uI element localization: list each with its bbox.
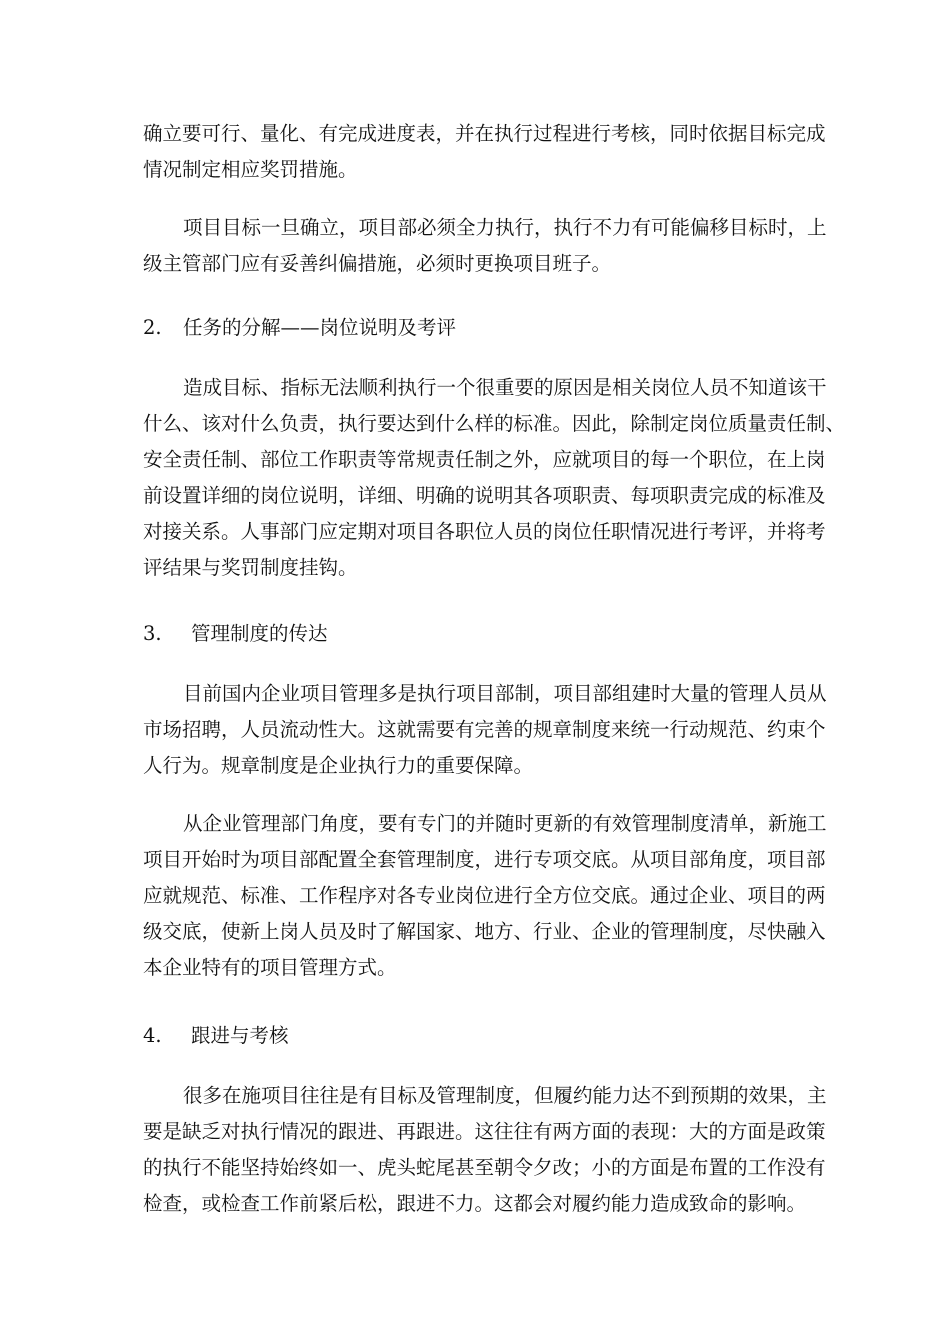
paragraph-line: 从企业管理部门角度，要有专门的并随时更新的有效管理制度清单，新施工 [183,812,827,835]
paragraph-line: 级交底，使新上岗人员及时了解国家、地方、行业、企业的管理制度，尽快融入 [143,920,826,943]
section-number: 2. [143,316,162,339]
paragraph-line: 安全责任制、部位工作职责等常规责任制之外，应就项目的每一个职位，在上岗 [143,448,826,471]
section-title: 跟进与考核 [191,1024,289,1047]
paragraph-goal-setting [143,116,826,188]
paragraph-line: 级主管部门应有妥善纠偏措施，必须时更换项目班子。 [143,252,612,275]
paragraph-line: 前设置详细的岗位说明，详细、明确的说明其各项职责、每项职责完成的标准及 [143,484,826,507]
paragraph-line: 市场招聘，人员流动性大。这就需要有完善的规章制度来统一行动规范、约束个 [143,718,826,741]
paragraph-line: 对接关系。人事部门应定期对项目各职位人员的岗位任职情况进行考评，并将考 [143,520,826,543]
section-heading-policy-communication [143,616,328,652]
section-title: 任务的分解——岗位说明及考评 [183,316,457,339]
section-number: 4. [143,1024,162,1047]
paragraph-job-descriptions [143,370,846,586]
paragraph-line: 项目开始时为项目部配置全套管理制度，进行专项交底。从项目部角度，项目部 [143,848,826,871]
paragraph-line: 检查，或检查工作前紧后松，跟进不力。这都会对履约能力造成致命的影响。 [143,1192,807,1215]
paragraph-line: 人行为。规章制度是企业执行力的重要保障。 [143,754,534,777]
paragraph-line: 要是缺乏对执行情况的跟进、再跟进。这往往有两方面的表现：大的方面是政策 [143,1120,826,1143]
paragraph-line: 确立要可行、量化、有完成进度表，并在执行过程进行考核，同时依据目标完成 [143,122,826,145]
paragraph-goal-execution [143,210,827,282]
paragraph-line: 什么、该对什么负责，执行要达到什么样的标准。因此，除制定岗位质量责任制、 [143,412,846,435]
section-heading-follow-up [143,1018,289,1054]
paragraph-line: 项目目标一旦确立，项目部必须全力执行，执行不力有可能偏移目标时，上 [183,216,827,239]
section-heading-task-breakdown [143,310,456,346]
paragraph-line: 很多在施项目往往是有目标及管理制度，但履约能力达不到预期的效果，主 [183,1084,827,1107]
paragraph-line: 本企业特有的项目管理方式。 [143,956,397,979]
paragraph-management-briefing [143,806,827,986]
section-number: 3. [143,622,162,645]
paragraph-line: 目前国内企业项目管理多是执行项目部制，项目部组建时大量的管理人员从 [183,682,827,705]
paragraph-follow-up-issues [143,1078,827,1222]
paragraph-line: 应就规范、标准、工作程序对各专业岗位进行全方位交底。通过企业、项目的两 [143,884,826,907]
paragraph-project-department-system [143,676,827,784]
paragraph-line: 评结果与奖罚制度挂钩。 [143,556,358,579]
paragraph-line: 造成目标、指标无法顺利执行一个很重要的原因是相关岗位人员不知道该干 [183,376,827,399]
paragraph-line: 的执行不能坚持始终如一、虎头蛇尾甚至朝令夕改；小的方面是布置的工作没有 [143,1156,826,1179]
paragraph-line: 情况制定相应奖罚措施。 [143,158,358,181]
section-title: 管理制度的传达 [191,622,328,645]
